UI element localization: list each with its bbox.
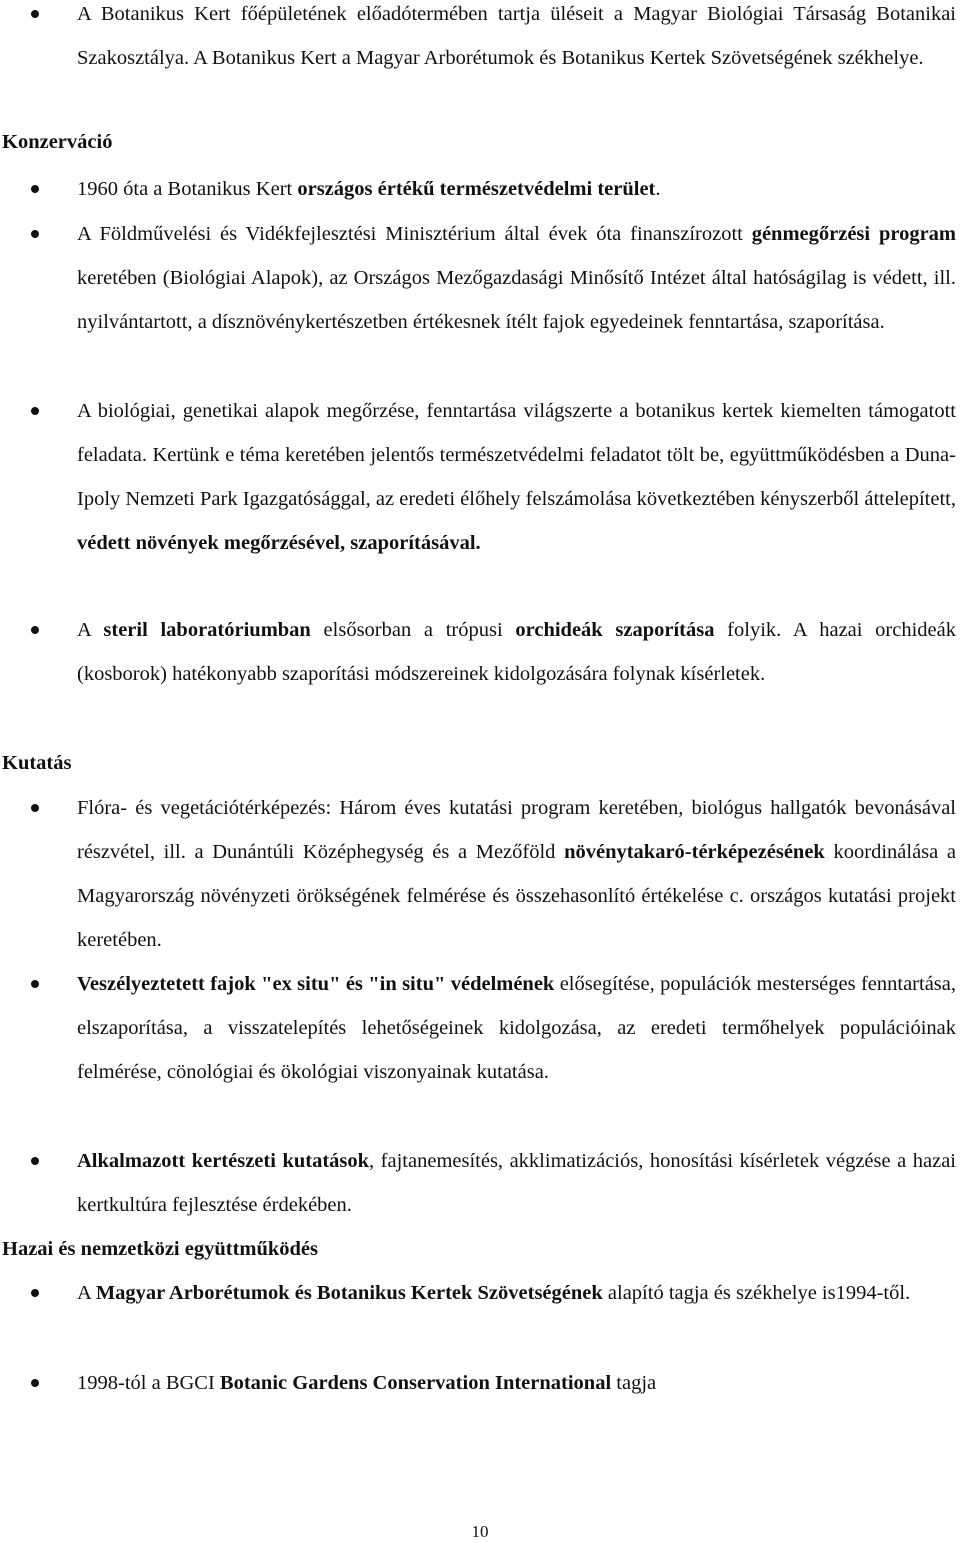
list-item: [0, 608, 956, 696]
item-text: [77, 212, 956, 344]
list-item: [0, 1139, 956, 1227]
item-text: [77, 786, 956, 962]
bullet-icon: [31, 1379, 39, 1387]
bold-text: génmegőrzési program: [751, 223, 957, 245]
text-run: folyik. A hazai orchideák (kosborok) hatékonyabb szaporítási módszereinek kidolgozására folynak kísérletek.: [77, 619, 956, 685]
list-item: [0, 962, 956, 1094]
bullet-icon: [31, 626, 39, 634]
text-run: A: [77, 619, 104, 641]
item-text: [77, 1139, 956, 1227]
item-text: [77, 962, 956, 1094]
bold-text: növénytakaró-térképezésének: [564, 841, 825, 863]
item-text: [77, 1361, 956, 1405]
item-text: [77, 0, 956, 80]
text-run: elsősorban a trópusi: [310, 619, 516, 641]
list-item: [0, 212, 956, 344]
bullet-icon: [31, 980, 39, 988]
bold-text: Botanic Gardens Conservation International: [219, 1372, 612, 1394]
bold-text: Veszélyeztetett fajok "ex situ" és "in situ" védelmének: [77, 973, 555, 995]
text-run: keretében (Biológiai Alapok), az Országos Mezőgazdasági Minősítő Intézet által hatóságilag is védett, ill. nyilvántartott, a dísznövénykertészetben értékesnek ítélt fajok egyedeinek fenntartása, szaporítása.: [77, 267, 956, 333]
bold-text: Alkalmazott kertészeti kutatások: [77, 1150, 370, 1172]
page-number: 10: [471, 1522, 489, 1541]
bullet-icon: [31, 185, 39, 193]
text-run: A biológiai, genetikai alapok megőrzése, fenntartása világszerte a botanikus kertek kiemelten támogatott feladata. Kertünk e téma keretében jelentős természetvédelmi feladatot tölt be, együttműködésben a Duna-Ipoly Nemzeti Park Igazgatósággal, az eredeti élőhely felszámolása következtében kényszerből áttelepített,: [77, 400, 956, 510]
bold-text: Magyar Arborétumok és Botanikus Kertek Szövetségének: [95, 1282, 603, 1304]
bullet-icon: [31, 1289, 39, 1297]
list-item: [0, 167, 956, 211]
section-heading-kutatas: Kutatás: [2, 752, 72, 774]
list-item: [0, 0, 956, 80]
bold-text: országos értékű természetvédelmi terület: [297, 178, 656, 200]
item-text: [77, 167, 956, 211]
list-item: [0, 786, 956, 962]
text-run: .: [655, 178, 661, 200]
list-item: [0, 389, 956, 565]
bold-text: orchideák szaporítása: [515, 619, 715, 641]
bold-text: védett növények megőrzésével, szaporításával.: [77, 532, 481, 554]
bullet-icon: [31, 804, 39, 812]
text-run: 1998-tól a BGCI: [77, 1372, 220, 1394]
bullet-icon: [31, 10, 39, 18]
item-text: [77, 1271, 956, 1315]
text-run: A Földművelési és Vidékfejlesztési Minisztérium által évek óta finanszírozott: [77, 223, 752, 245]
text-run: alapító tagja és székhelye is1994-től.: [602, 1282, 911, 1304]
item-text: [77, 389, 956, 565]
text-run: Flóra- és vegetációtérképezés: Három éves kutatási program keretében, biológus hallgatók bevonásával részvétel, ill. a Dunántúli Középhegység és a Mezőföld: [77, 797, 956, 863]
section-heading-konzervacio: Konzerváció: [2, 131, 113, 153]
text-run: elősegítése, populációk mesterséges fenntartása, elszaporítása, a visszatelepítés lehetőségeinek kidolgozása, az eredeti termőhelyek populációinak felmérése, cönológiai és ökológiai viszonyainak kutatása.: [77, 973, 956, 1083]
text-run: A Botanikus Kert főépületének előadótermében tartja üléseit a Magyar Biológiai Társaság Botanikai Szakosztálya. A Botanikus Kert a Magyar Arborétumok és Botanikus Kertek Szövetségének székhelye.: [77, 3, 956, 69]
text-run: tagja: [611, 1372, 657, 1394]
bullet-icon: [31, 407, 39, 415]
bold-text: steril laboratóriumban: [103, 619, 311, 641]
list-item: [0, 1271, 956, 1315]
text-run: , fajtanemesítés, akklimatizációs, honosítási kísérletek végzése a hazai kertkultúra fejlesztése érdekében.: [77, 1150, 956, 1216]
bullet-icon: [31, 1157, 39, 1165]
bullet-icon: [31, 230, 39, 238]
text-run: A: [77, 1282, 96, 1304]
text-run: 1960 óta a Botanikus Kert: [77, 178, 298, 200]
section-heading-egyuttmukodes: Hazai és nemzetközi együttműködés: [2, 1238, 318, 1260]
text-run: koordinálása a Magyarország növényzeti örökségének felmérése és összehasonlító értékelése c. országos kutatási projekt keretében.: [77, 841, 956, 951]
list-item: [0, 1361, 956, 1405]
item-text: [77, 608, 956, 696]
